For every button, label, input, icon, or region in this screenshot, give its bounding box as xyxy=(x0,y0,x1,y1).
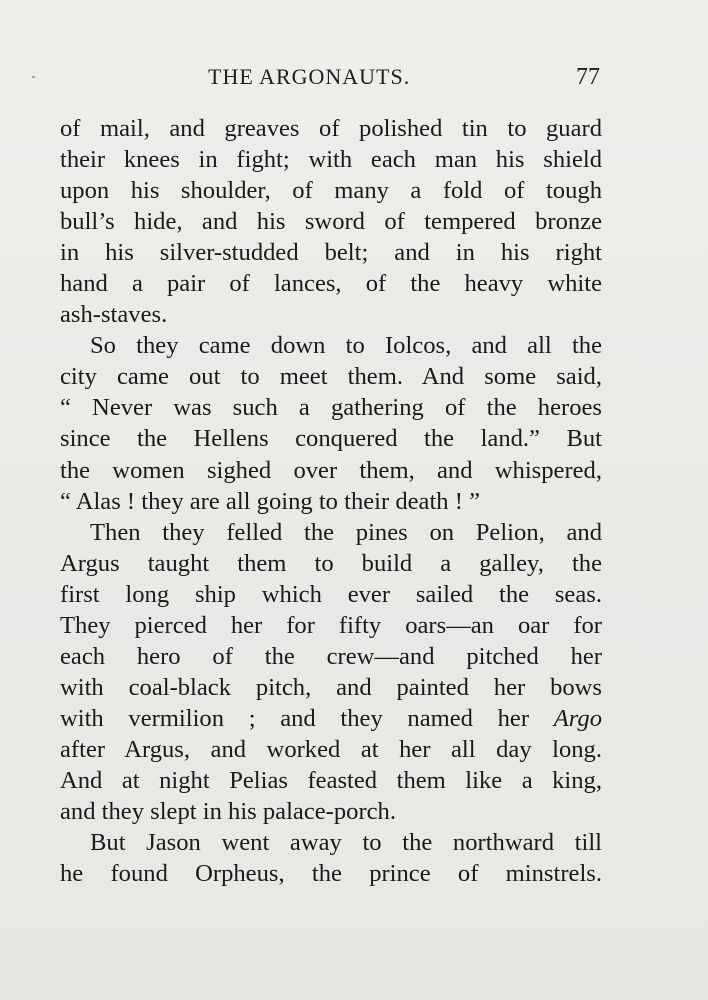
text-line: after Argus, and worked at her all day long. xyxy=(60,735,602,763)
text-line: city came out to meet them. And some said, xyxy=(60,363,602,391)
text-line: he found Orpheus, the prince of minstrels. xyxy=(60,860,602,888)
text-line: since the Hellens conquered the land.” But xyxy=(60,425,602,453)
text-line: ash-staves. xyxy=(60,301,168,329)
text-line: first long ship which ever sailed the seas. xyxy=(60,580,602,608)
text-line: And at night Pelias feasted them like a king, xyxy=(60,766,602,794)
text-line: their knees in fight; with each man his shield xyxy=(60,146,602,174)
text-line: each hero of the crew—and pitched her xyxy=(60,642,602,670)
text-line: Then they felled the pines on Pelion, and xyxy=(90,518,602,546)
text-line: in his silver-studded belt; and in his right xyxy=(60,239,602,267)
text-line: hand a pair of lances, of the heavy white xyxy=(60,270,602,298)
text-line: But Jason went away to the northward till xyxy=(90,829,602,857)
text-line: They pierced her for fifty oars—an oar for xyxy=(60,611,602,639)
text-line: upon his shoulder, of many a fold of tough xyxy=(60,177,602,205)
body-text xyxy=(60,113,602,889)
page-number: 77 xyxy=(576,64,600,90)
text-line: the women sighed over them, and whispered, xyxy=(60,456,602,484)
running-head: THE ARGONAUTS. xyxy=(208,64,411,89)
text-line: “ Never was such a gathering of the heroes xyxy=(60,394,602,422)
text-line: with vermilion ; and they named her Argo xyxy=(60,704,602,732)
text-line: of mail, and greaves of polished tin to guard xyxy=(60,115,602,142)
text-line: “ Alas ! they are all going to their death ! ” xyxy=(60,487,480,515)
page-header xyxy=(60,64,602,100)
stray-ink-mark xyxy=(32,76,35,78)
text-line: So they came down to Iolcos, and all the xyxy=(90,332,602,360)
text-line: and they slept in his palace-porch. xyxy=(60,798,397,826)
text-line: Argus taught them to build a galley, the xyxy=(60,549,602,577)
text-line: bull’s hide, and his sword of tempered bronze xyxy=(60,208,602,236)
text-line: with coal-black pitch, and painted her bows xyxy=(60,673,602,701)
